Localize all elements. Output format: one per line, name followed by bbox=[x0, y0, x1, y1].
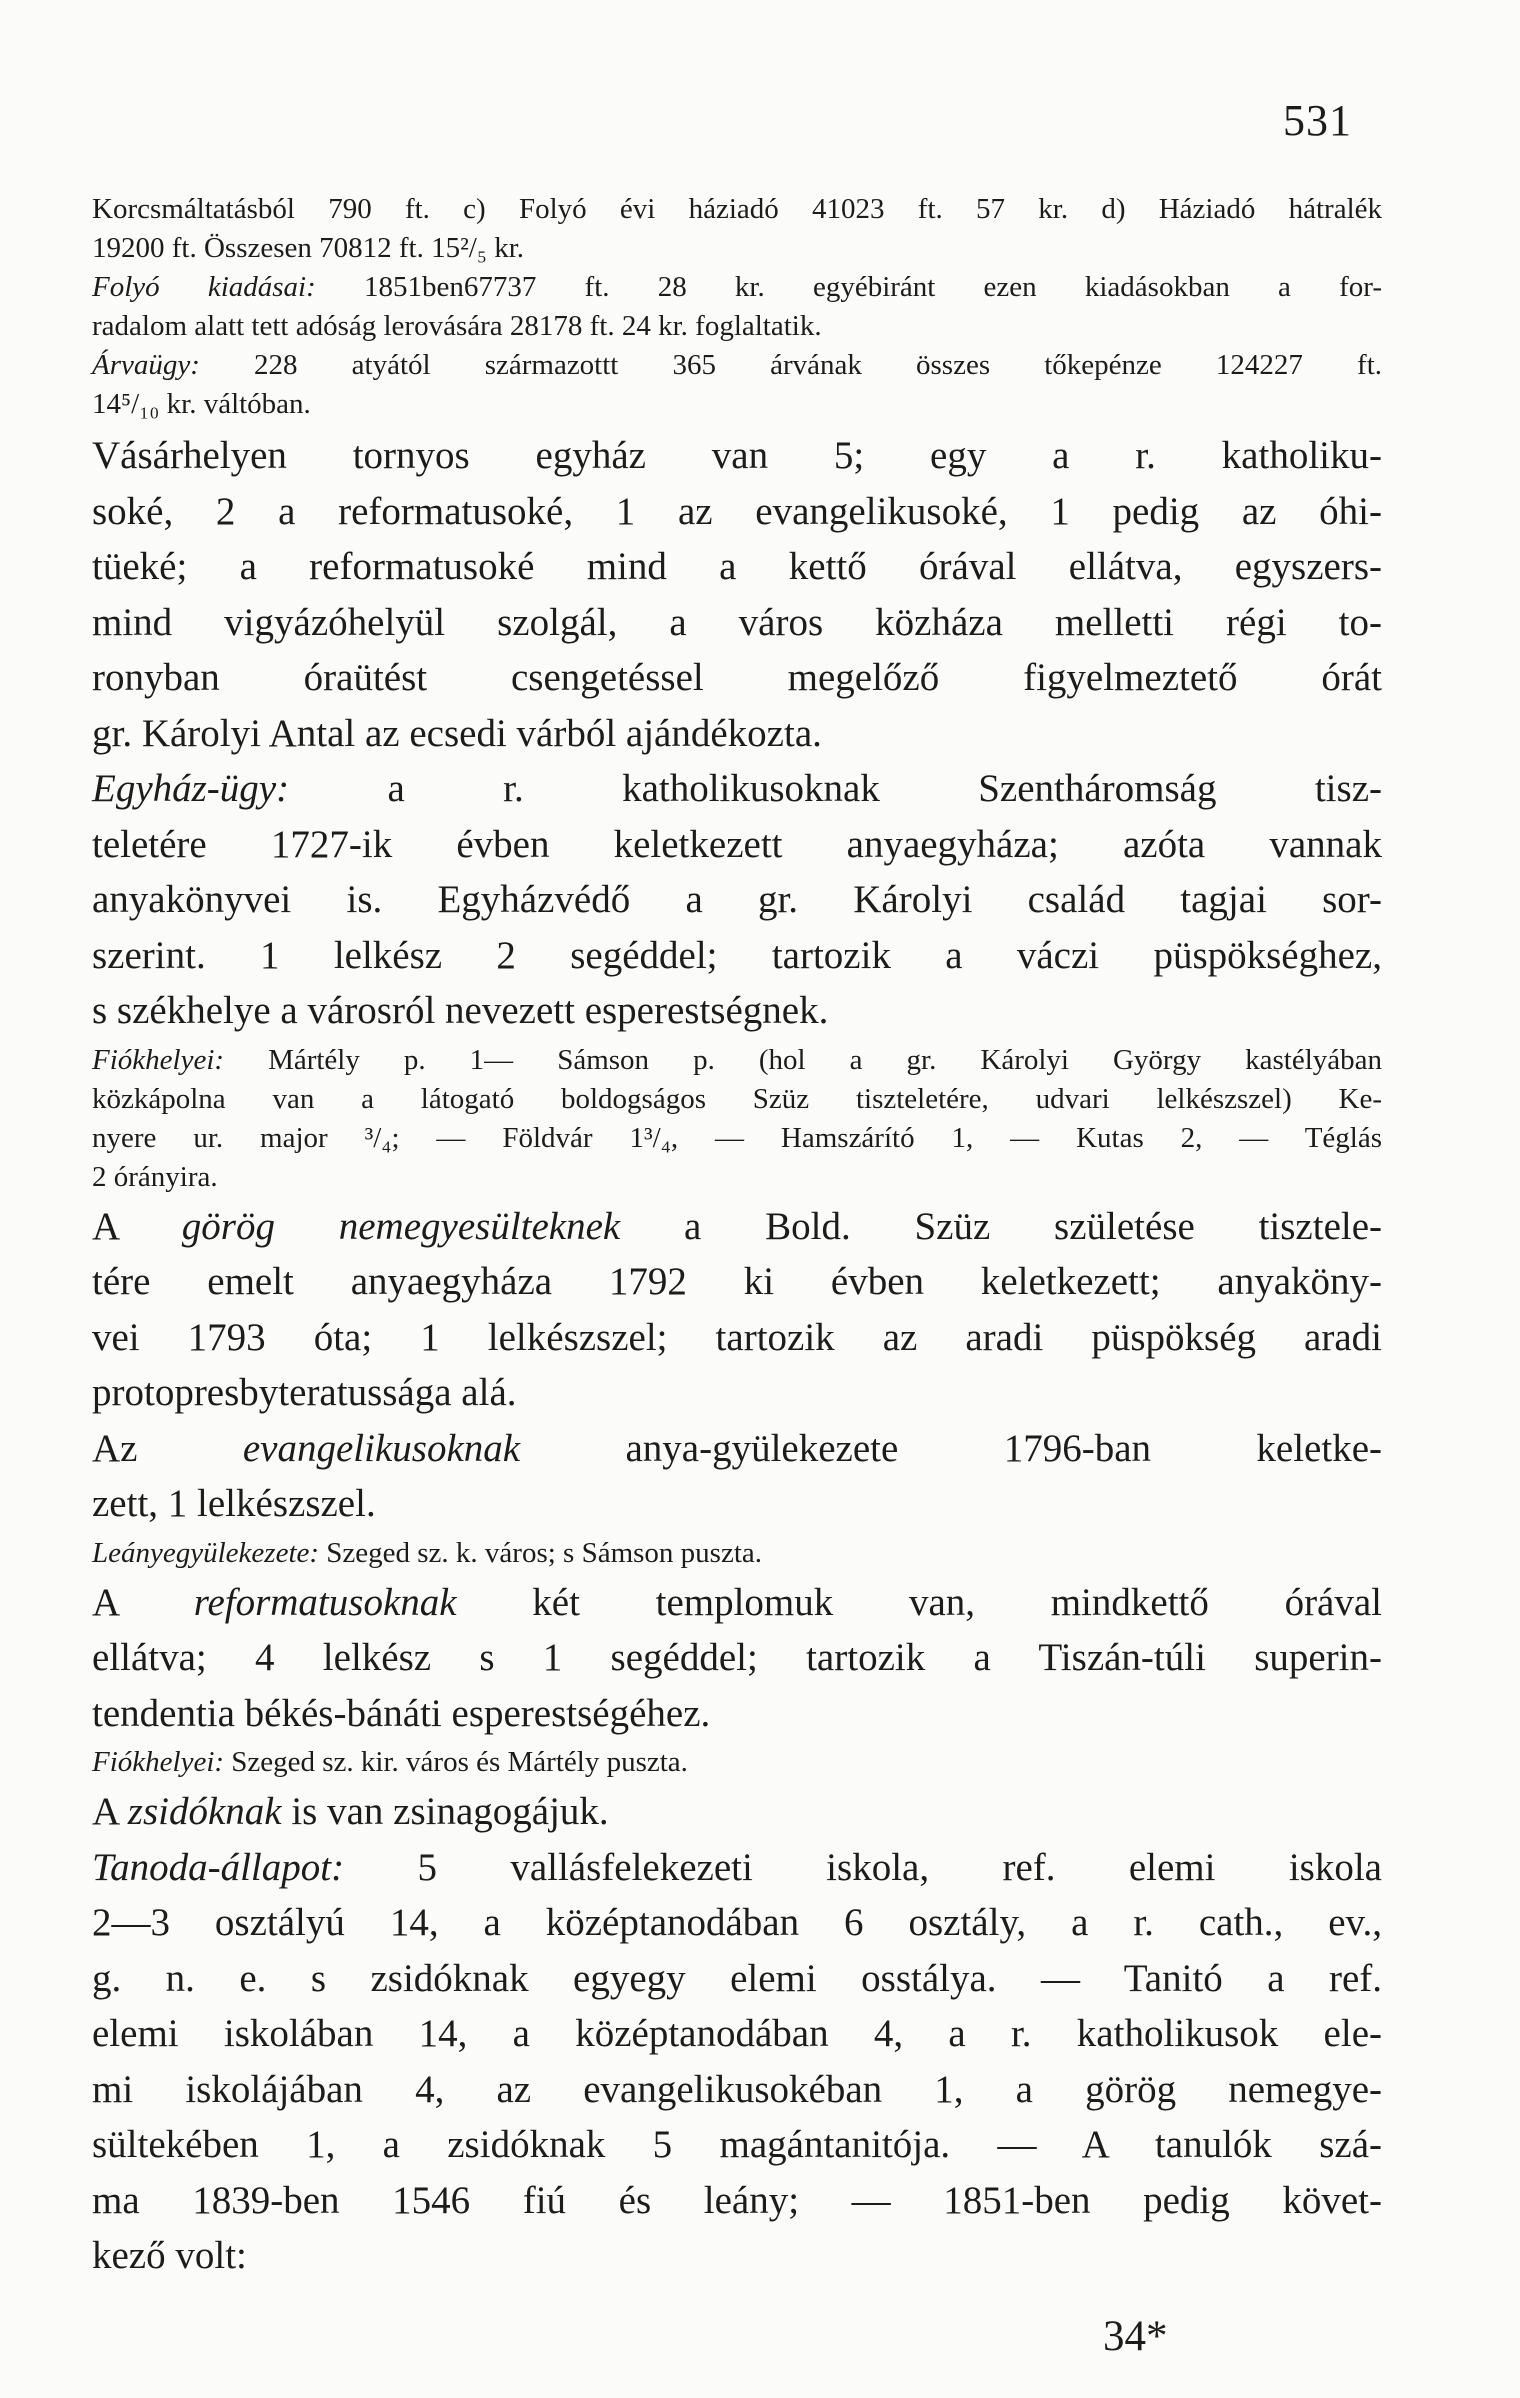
text-span: vei 1793 óta; 1 lelkészszel; tartozik az aradi püspökség aradi bbox=[92, 1315, 1382, 1359]
text-span: Szeged sz. k. város; s Sámson puszta. bbox=[319, 1536, 763, 1569]
italic-phrase: Fiókhelyei: bbox=[92, 1746, 225, 1778]
text-span: kező volt: bbox=[92, 2234, 247, 2277]
text-span: 2 órányira. bbox=[92, 1160, 218, 1193]
text-span: két templomuk van, mindkettő órával bbox=[456, 1580, 1383, 1624]
text-span: mi iskolájában 4, az evangelikusokéban 1, a görög nemegye- bbox=[92, 2067, 1382, 2111]
text-span: Vásárhelyen tornyos egyház van 5; egy a r. katholiku- bbox=[92, 434, 1382, 477]
text-span: a r. katholikusoknak Szentháromság tisz- bbox=[289, 767, 1382, 810]
italic-phrase: Árvaügy: bbox=[92, 349, 200, 381]
text-line bbox=[92, 1534, 1382, 1573]
text-line bbox=[92, 2228, 1382, 2284]
text-line bbox=[92, 190, 1382, 229]
text-span: teletére 1727-ik évben keletkezett anyaegyháza; azóta vannak bbox=[92, 822, 1382, 866]
text-line bbox=[92, 650, 1382, 706]
italic-phrase: Fiókhelyei: bbox=[92, 1043, 225, 1076]
text-line bbox=[92, 385, 1382, 424]
text-span: protopresbyteratussága alá. bbox=[92, 1371, 517, 1414]
text-line bbox=[92, 1365, 1382, 1421]
text-span: ma 1839-ben 1546 fiú és leány; — 1851-ben pedig követ- bbox=[92, 2178, 1382, 2222]
text-span: tére emelt anyaegyháza 1792 ki évben keletkezett; anyaköny- bbox=[92, 1260, 1382, 1303]
text-span: A bbox=[92, 1580, 194, 1624]
text-span: elemi iskolában 14, a középtanodában 4, a r. katholikusok ele- bbox=[92, 2012, 1382, 2055]
text-span: 2—3 osztályú 14, a középtanodában 6 osztály, a r. cath., ev., bbox=[92, 1901, 1382, 1944]
text-span: radalom alatt tett adóság lerovására 28178 ft. 24 kr. foglaltatik. bbox=[92, 310, 822, 342]
text-line bbox=[92, 928, 1382, 984]
text-span: ellátva; 4 lelkész s 1 segéddel; tartozik a Tiszán-túli superin- bbox=[92, 1636, 1382, 1679]
text-span: Korcsmáltatásból 790 ft. c) Folyó évi háziadó 41023 ft. 57 kr. d) Háziadó hátralék bbox=[92, 193, 1382, 225]
italic-phrase: reformatusoknak bbox=[193, 1580, 457, 1624]
text-span: nyere ur. major ³/₄; — Földvár 1³/₄, — Hamszárító 1, — Kutas 2, — Téglás bbox=[92, 1121, 1382, 1154]
text-span: anya-gyülekezete 1796-ban keletke- bbox=[520, 1426, 1382, 1470]
text-span: s székhelye a városról nevezett esperestségnek. bbox=[92, 989, 829, 1032]
text-line bbox=[92, 817, 1382, 873]
italic-phrase: Leányegyülekezete: bbox=[92, 1536, 320, 1569]
text-line bbox=[92, 1951, 1382, 2007]
italic-phrase: görög nemegyesülteknek bbox=[181, 1204, 621, 1248]
text-line bbox=[92, 761, 1382, 817]
text-span: mind vigyázóhelyül szolgál, a város közháza melletti régi to- bbox=[92, 600, 1382, 644]
text-span: ronyban óraütést csengetéssel megelőző figyelmeztető órát bbox=[92, 656, 1382, 699]
text-span: 228 atyától származottt 365 árvának összes tőkepénze 124227 ft. bbox=[199, 349, 1382, 381]
text-span: 5 vallásfelekezeti iskola, ref. elemi iskola bbox=[344, 1845, 1382, 1889]
text-line bbox=[92, 428, 1382, 484]
text-span: tüeké; a reformatusoké mind a kettő órával ellátva, egyszers- bbox=[92, 545, 1382, 588]
text-line bbox=[92, 2062, 1382, 2118]
text-span: 1851ben67737 ft. 28 kr. egyébiránt ezen kiadásokban a for- bbox=[315, 271, 1382, 303]
italic-phrase: Folyó kiadásai: bbox=[92, 271, 316, 303]
text-span: Az bbox=[92, 1426, 243, 1470]
text-span: a Bold. Szüz születése tisztele- bbox=[620, 1204, 1383, 1248]
text-line bbox=[92, 2006, 1382, 2062]
text-line bbox=[92, 346, 1382, 385]
text-span: sültekében 1, a zsidóknak 5 magántanitója. — A tanulók szá- bbox=[92, 2123, 1382, 2166]
text-span: is van zsinagogájuk. bbox=[281, 1790, 609, 1833]
text-span: szerint. 1 lelkész 2 segéddel; tartozik a váczi püspökséghez, bbox=[92, 933, 1382, 977]
text-line bbox=[92, 1840, 1382, 1896]
text-line bbox=[92, 1421, 1382, 1477]
text-line bbox=[92, 268, 1382, 307]
text-line bbox=[92, 1158, 1382, 1197]
text-line bbox=[92, 2117, 1382, 2173]
text-span: A bbox=[92, 1790, 128, 1833]
text-line bbox=[92, 307, 1382, 346]
text-span: soké, 2 a reformatusoké, 1 az evangelikusoké, 1 pedig az óhi- bbox=[92, 489, 1382, 533]
italic-phrase: evangelikusoknak bbox=[242, 1426, 521, 1470]
text-span: gr. Károlyi Antal az ecsedi várból ajándékozta. bbox=[92, 711, 822, 755]
page-number: 531 bbox=[1283, 96, 1352, 145]
text-line bbox=[92, 1686, 1382, 1742]
text-line bbox=[92, 229, 1382, 268]
text-line bbox=[92, 983, 1382, 1039]
text-line bbox=[92, 1476, 1382, 1532]
text-span: Mártély p. 1— Sámson p. (hol a gr. Károlyi György kastélyában bbox=[224, 1043, 1382, 1076]
text-line bbox=[92, 1041, 1382, 1080]
text-span: tendentia békés-bánáti esperestségéhez. bbox=[92, 1691, 711, 1735]
text-line bbox=[92, 1743, 1382, 1782]
text-line bbox=[92, 1575, 1382, 1631]
italic-phrase: zsidóknak bbox=[127, 1790, 282, 1833]
text-line bbox=[92, 2173, 1382, 2229]
text-line bbox=[92, 1895, 1382, 1951]
text-line bbox=[92, 484, 1382, 540]
text-line bbox=[92, 1254, 1382, 1310]
text-line bbox=[92, 539, 1382, 595]
text-span: 19200 ft. Összesen 70812 ft. 15²/₅ kr. bbox=[92, 232, 525, 264]
text-span: g. n. e. s zsidóknak egyegy elemi osstálya. — Tanitó a ref. bbox=[92, 1956, 1382, 2000]
body-text bbox=[92, 190, 1382, 2284]
text-line bbox=[92, 706, 1382, 762]
text-line bbox=[92, 1119, 1382, 1158]
italic-phrase: Egyház-ügy: bbox=[92, 767, 290, 810]
text-span: Szeged sz. kir. város és Mártély puszta. bbox=[224, 1746, 688, 1778]
text-span: zett, 1 lelkészszel. bbox=[92, 1482, 376, 1525]
text-line bbox=[92, 1630, 1382, 1686]
text-line bbox=[92, 1310, 1382, 1366]
text-span: A bbox=[92, 1204, 182, 1248]
text-span: anyakönyvei is. Egyházvédő a gr. Károlyi család tagjai sor- bbox=[92, 878, 1382, 921]
text-line bbox=[92, 1199, 1382, 1255]
text-line bbox=[92, 872, 1382, 928]
signature-mark: 34* bbox=[1103, 2313, 1168, 2360]
italic-phrase: Tanoda-állapot: bbox=[92, 1845, 345, 1889]
text-line bbox=[92, 595, 1382, 651]
text-line bbox=[92, 1080, 1382, 1119]
text-line bbox=[92, 1784, 1382, 1840]
text-span: 14⁵/₁₀ kr. váltóban. bbox=[92, 388, 311, 420]
text-span: közkápolna van a látogató boldogságos Szüz tiszteletére, udvari lelkészszel) Ke- bbox=[92, 1082, 1382, 1115]
